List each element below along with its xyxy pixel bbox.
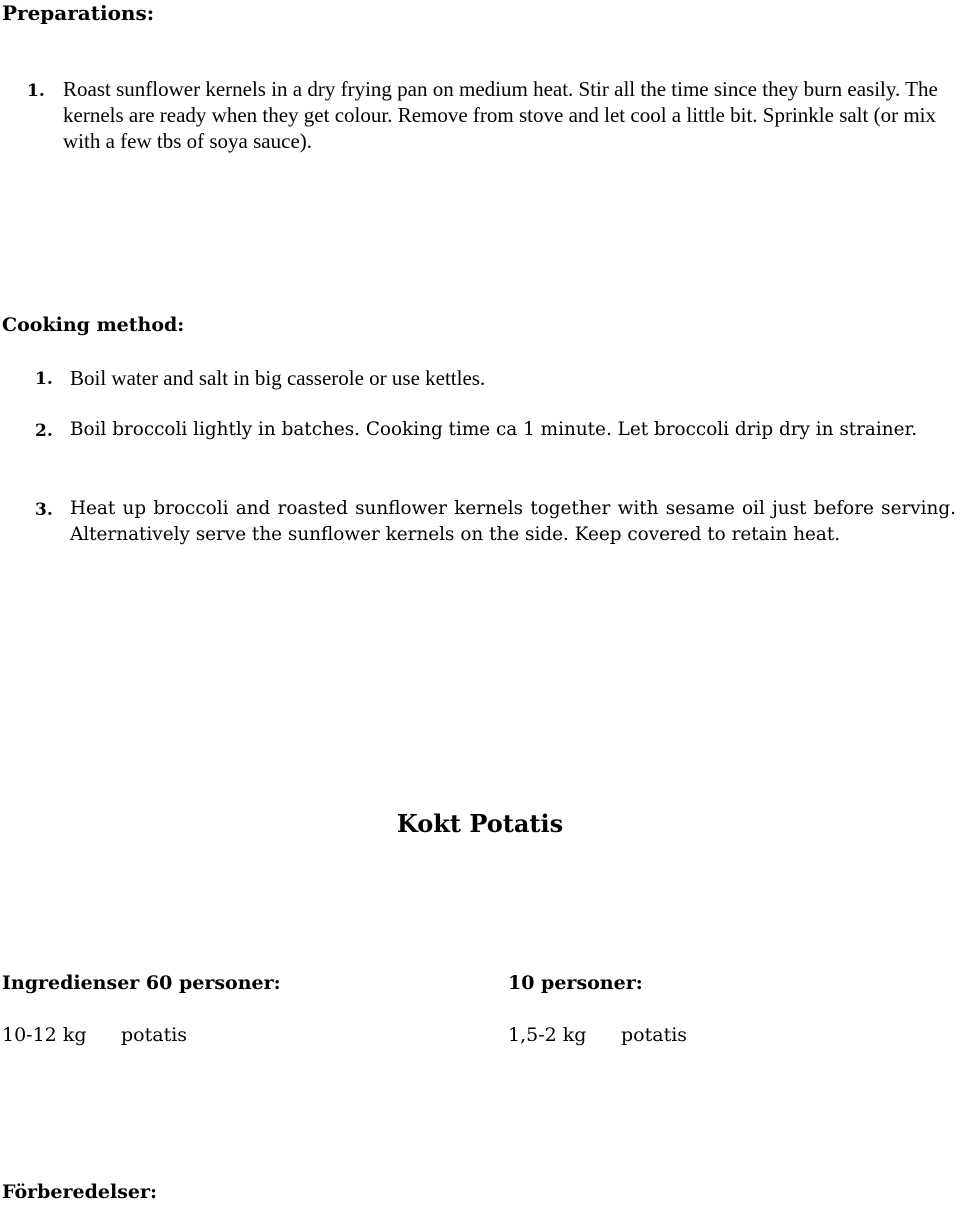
ingredient-item-60: potatis — [121, 1024, 188, 1046]
list-item-number: 1. — [35, 369, 53, 389]
list-item-text: Heat up broccoli and roasted sunflower kernels together with sesame oil just before serving. Alternatively serve the sunflower kernels on the side. Keep covered to retain heat. — [70, 498, 956, 545]
cooking-method-heading: Cooking method: — [2, 314, 185, 336]
list-item-number: 1. — [27, 81, 45, 101]
ingredients-heading-10: 10 personer: — [508, 972, 643, 994]
list-item-text: Boil broccoli lightly in batches. Cooking time ca 1 minute. Let broccoli drip dry in strainer. — [70, 419, 918, 440]
ingredient-qty-60: 10-12 kg — [2, 1024, 87, 1046]
list-item-number: 2. — [35, 421, 53, 441]
ingredients-heading-60: Ingredienser 60 personer: — [2, 972, 281, 994]
list-item-number: 3. — [35, 500, 53, 520]
forberedelser-heading: Förberedelser: — [2, 1181, 158, 1203]
list-item-text: Roast sunflower kernels in a dry frying pan on medium heat. Stir all the time since they burn easily. The kernels are ready when they get colour. Remove from stove and let cool a little bit. Sprinkle salt (or mix with a few tbs of soya sauce). — [63, 77, 938, 153]
preparations-heading: Preparations: — [2, 1, 155, 25]
ingredient-qty-10: 1,5-2 kg — [508, 1024, 587, 1046]
list-item-text: Boil water and salt in big casserole or use kettles. — [70, 366, 486, 390]
ingredient-item-10: potatis — [621, 1024, 688, 1046]
recipe-title: Kokt Potatis — [396, 809, 564, 838]
